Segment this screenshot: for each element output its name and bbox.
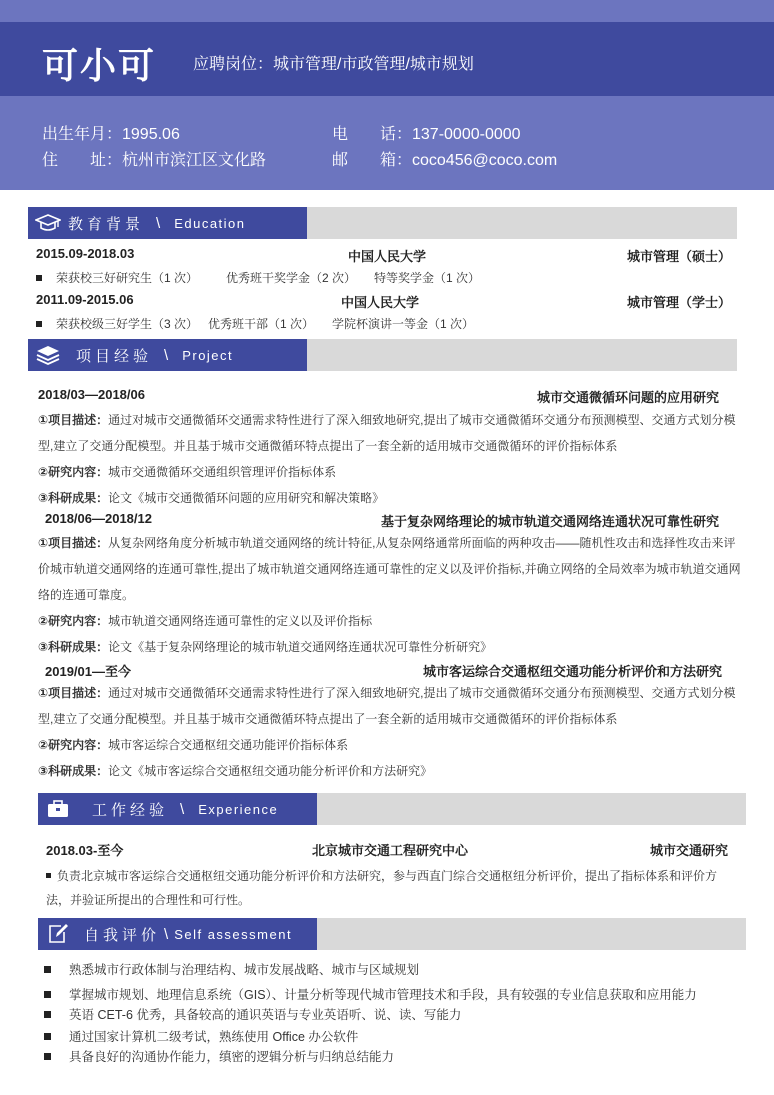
section-title-en: Project — [182, 347, 234, 363]
honor-item: 优秀班干部（1 次） — [208, 317, 315, 331]
honor-item: 学院杯演讲一等金（1 次） — [332, 317, 475, 331]
bullet-square — [44, 966, 51, 973]
self-item — [44, 960, 419, 981]
project-section-bar — [28, 339, 737, 371]
birth-date: 出生年月：1995.06 — [42, 126, 180, 143]
section-title-cn: 项目经验 — [76, 347, 153, 365]
project-desc — [38, 680, 736, 706]
edu-honors — [36, 311, 474, 337]
result-text: 论文《城市客运综合交通枢纽交通功能分析评价和方法研究》 — [108, 764, 433, 778]
result-label: ③科研成果： — [38, 640, 109, 654]
content-label: ②研究内容： — [38, 738, 109, 752]
self-item — [44, 985, 697, 1006]
address: 住 址：杭州市滨江区文化路 — [42, 152, 267, 169]
edu-school: 中国人民大学 — [341, 295, 420, 310]
header-top-strip — [0, 0, 774, 22]
project-result — [38, 758, 432, 784]
email: 邮 箱：coco456@coco.com — [332, 152, 558, 169]
section-slash: \ — [156, 214, 161, 232]
section-title-en: Experience — [198, 801, 279, 817]
desc-line: 从复杂网络角度分析城市轨道交通网络的统计特征,从复杂网络通常所面临的两种攻击——随机性攻击和选择性攻击来评 — [108, 536, 736, 550]
honor-item: 特等奖学金（1 次） — [374, 271, 481, 285]
education-section-tab — [28, 207, 307, 239]
content-label: ②研究内容： — [38, 465, 109, 479]
edu-date: 2015.09-2018.03 — [36, 246, 135, 261]
result-text: 论文《城市交通微循环问题的应用研究和解决策略》 — [108, 491, 385, 505]
work-desc-cont: 法，并验证所提出的合理性和可行性。 — [46, 893, 251, 907]
briefcase-icon — [38, 793, 78, 825]
bullet-square — [36, 275, 42, 281]
self-item-text: 具备良好的沟通协作能力，缜密的逻辑分析与归纳总结能力 — [69, 1050, 395, 1064]
self-item-text: 熟悉城市行政体制与治理结构、城市发展战略、城市与区域规划 — [69, 963, 420, 977]
project-desc-cont: 型,建立了交通分配模型。并且基于城市交通微循环特点提出了一套全新的适用城市交通微循环的评价指标体系 — [38, 439, 618, 453]
honor-item: 优秀班干奖学金（2 次） — [226, 271, 357, 285]
project-content — [38, 608, 372, 634]
result-text: 论文《基于复杂网络理论的城市轨道交通网络连通状况可靠性分析研究》 — [108, 640, 493, 654]
section-slash: \ — [180, 800, 185, 818]
phone: 电 话：137-0000-0000 — [332, 126, 521, 143]
work-company: 北京城市交通工程研究中心 — [312, 843, 469, 858]
section-title-en: Self assessment — [174, 926, 293, 942]
bullet-square — [44, 1053, 51, 1060]
self-item — [44, 1047, 394, 1068]
graduation-cap-icon — [28, 207, 68, 239]
project-date: 2018/06—2018/12 — [45, 511, 152, 526]
edu-major: 城市管理（硕士） — [627, 249, 732, 264]
project-content — [38, 732, 348, 758]
edu-date: 2011.09-2015.06 — [36, 292, 134, 307]
self-section-bar — [38, 918, 746, 950]
project-desc-cont: 络的连通可靠度。 — [38, 588, 135, 602]
work-position: 城市交通研究 — [650, 843, 729, 858]
desc-label: ①项目描述： — [38, 686, 109, 700]
work-section-bar — [38, 793, 746, 825]
content-label: ②研究内容： — [38, 614, 109, 628]
target-position: 应聘岗位：城市管理/市政管理/城市规划 — [193, 56, 474, 73]
edu-school: 中国人民大学 — [348, 249, 427, 264]
bullet-square — [44, 1033, 51, 1040]
project-desc — [38, 530, 736, 556]
project-section-tab — [28, 339, 307, 371]
section-slash: \ — [164, 346, 169, 364]
project-date: 2019/01—至今 — [45, 664, 131, 679]
work-date: 2018.03-至今 — [46, 843, 124, 858]
section-slash: \ — [164, 925, 169, 943]
desc-line: 通过对城市交通微循环交通需求特性进行了深入细致地研究,提出了城市交通微循环交通分布预测模型、交通方式划分模 — [108, 413, 736, 427]
edu-honors — [36, 265, 480, 291]
self-item — [44, 1005, 461, 1026]
project-date: 2018/03—2018/06 — [38, 387, 145, 402]
project-result — [38, 634, 492, 660]
project-desc — [38, 407, 736, 433]
honor-item: 荣获校级三好学生（3 次） — [56, 317, 199, 331]
project-result — [38, 485, 384, 511]
content-text: 城市客运综合交通枢纽交通功能评价指标体系 — [108, 738, 349, 752]
work-desc — [46, 863, 717, 889]
bullet-square — [46, 873, 51, 878]
result-label: ③科研成果： — [38, 491, 109, 505]
project-title: 基于复杂网络理论的城市轨道交通网络连通状况可靠性研究 — [380, 514, 719, 529]
bullet-square — [36, 321, 42, 327]
honor-item: 荣获校三好研究生（1 次） — [56, 271, 199, 285]
section-title-cn: 教育背景 — [68, 215, 145, 233]
project-content — [38, 459, 336, 485]
self-item-text: 英语 CET-6 优秀，具备较高的通识英语与专业英语听、说、读、写能力 — [69, 1008, 462, 1022]
desc-line: 通过对城市交通微循环交通需求特性进行了深入细致地研究,提出了城市交通微循环交通分布预测模型、交通方式划分模 — [108, 686, 736, 700]
section-title-en: Education — [174, 215, 246, 231]
pencil-edit-icon — [38, 918, 78, 950]
self-item — [44, 1027, 358, 1048]
candidate-name: 可小可 — [42, 45, 157, 86]
project-title: 城市交通微循环问题的应用研究 — [536, 390, 719, 405]
desc-label: ①项目描述： — [38, 413, 109, 427]
work-section-tab — [38, 793, 317, 825]
project-desc-cont: 价城市轨道交通网络的连通可靠性,提出了城市轨道交通网络连通可靠性的定义以及评价指标,并确立网络的全局效率为城市轨道交通网 — [38, 562, 741, 576]
bullet-square — [44, 991, 51, 998]
project-title: 城市客运综合交通枢纽交通功能分析评价和方法研究 — [422, 664, 722, 679]
self-section-tab — [38, 918, 317, 950]
project-desc-cont: 型,建立了交通分配模型。并且基于城市交通微循环特点提出了一套全新的适用城市交通微循环的评价指标体系 — [38, 712, 618, 726]
section-title-cn: 工作经验 — [92, 801, 169, 819]
desc-label: ①项目描述： — [38, 536, 109, 550]
content-text: 城市轨道交通网络连通可靠性的定义以及评价指标 — [108, 614, 373, 628]
education-section-bar — [28, 207, 737, 239]
work-desc-line: 负责北京城市客运综合交通枢纽交通功能分析评价和方法研究，参与西直门综合交通枢纽分析评价，提出了指标体系和评价方 — [57, 869, 718, 883]
self-item-text: 通过国家计算机二级考试，熟练使用 Office 办公软件 — [69, 1030, 359, 1044]
section-title-cn: 自我评价 — [84, 926, 161, 944]
bullet-square — [44, 1011, 51, 1018]
result-label: ③科研成果： — [38, 764, 109, 778]
content-text: 城市交通微循环交通组织管理评价指标体系 — [108, 465, 337, 479]
self-item-text: 掌握城市规划、地理信息系统（GIS）、计量分析等现代城市管理技术和手段，具有较强的专业信息获取和应用能力 — [69, 988, 697, 1002]
edu-major: 城市管理（学士） — [627, 295, 732, 310]
layers-icon — [28, 339, 68, 371]
